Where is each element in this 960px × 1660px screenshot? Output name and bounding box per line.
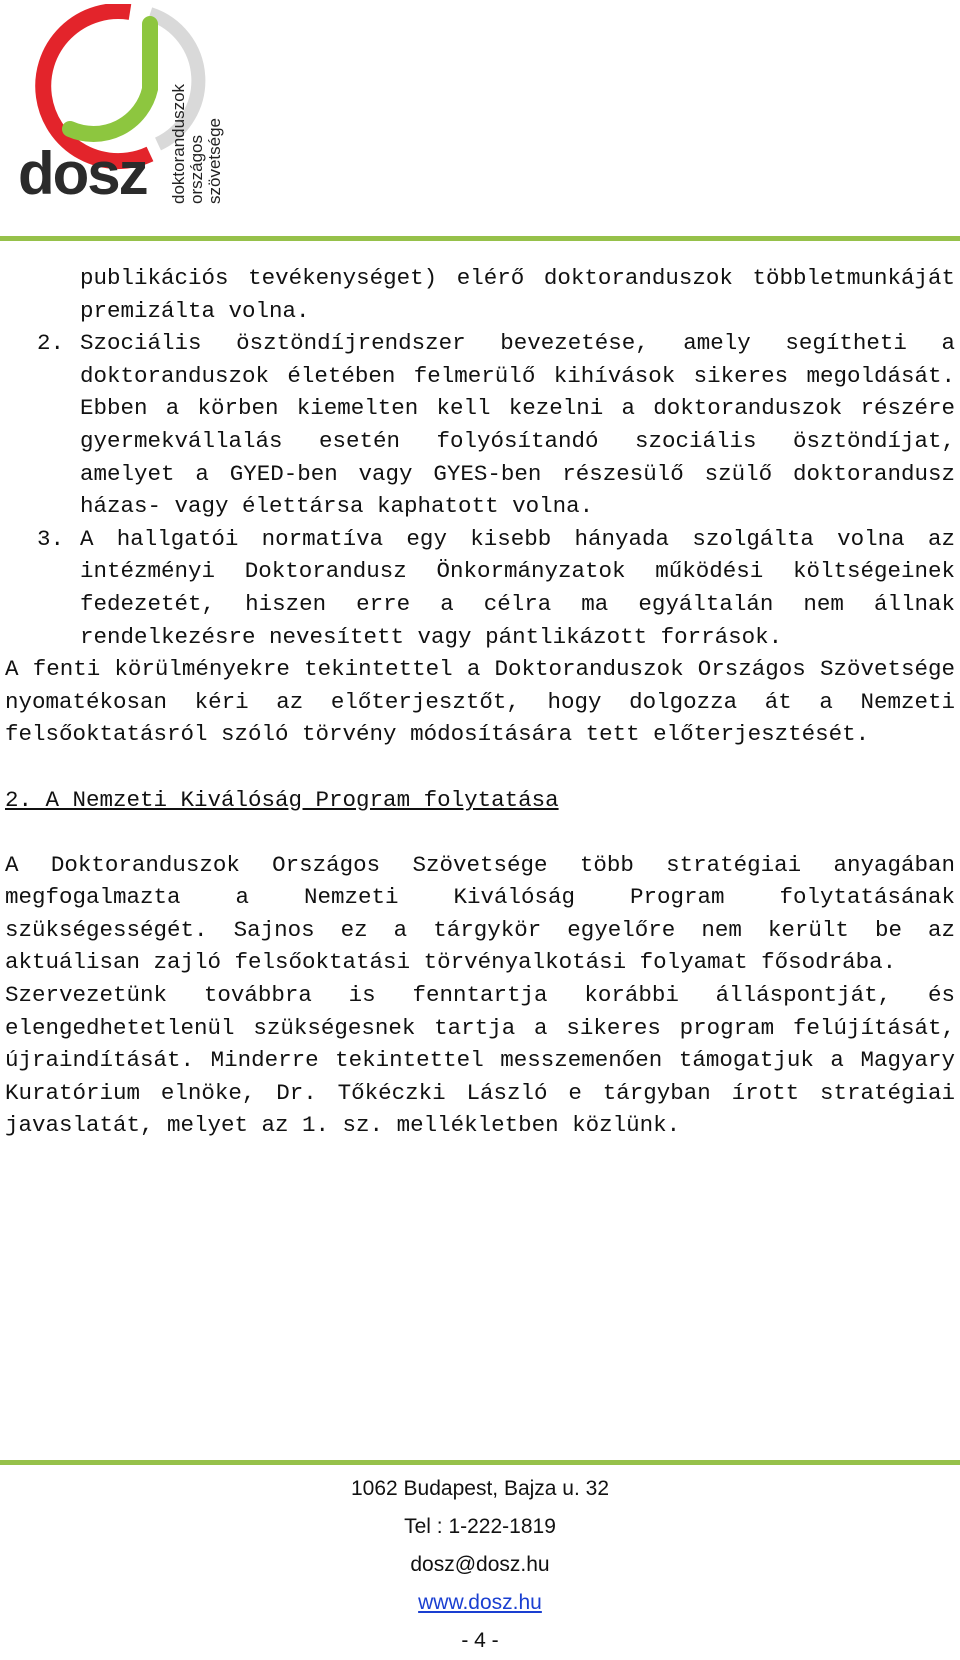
section-heading: 2. A Nemzeti Kiválóság Program folytatása — [5, 786, 559, 813]
list-text: Szociális ösztöndíjrendszer bevezetése, amely segítheti a doktoranduszok életében felmerülő kihívások sikeres megoldását. Ebben a körben kiemelten kell kezelni a doktoranduszok részére gyermekvállalás esetén folyósítandó szociális ösztöndíjat, amelyet a GYED-ben vagy GYES-ben részesülő szülő doktorandusz házas- vagy élettársa kaphatott volna. — [80, 330, 955, 520]
document-body — [5, 262, 955, 1142]
page-number: - 4 - — [461, 1629, 499, 1652]
footer-rule — [0, 1460, 960, 1465]
list-item — [5, 523, 955, 653]
header-rule — [0, 236, 960, 241]
list-text: A hallgatói normatíva egy kisebb hányada szolgálta volna az intézményi Doktorandusz Önkormányzatok működési költségeinek fedezetét, hiszen erre a célra ma egyáltalán nem állnak rendelkezésre nevesített vagy pántlikázott források. — [80, 525, 955, 650]
footer-email: dosz@dosz.hu — [410, 1553, 550, 1576]
svg-text:dosz: dosz — [18, 140, 147, 207]
footer-address: 1062 Budapest, Bajza u. 32 — [350, 1477, 610, 1500]
list-number: 2. — [37, 330, 65, 357]
paragraph: Szervezetünk továbbra is fenntartja korábbi álláspontját, és elengedhetetlenül szükségesnek tartja a sikeres program felújítását, újraindítását. Minderre tekintettel messzemenően támogatjuk a Magyary Kuratórium elnöke, Dr. Tőkéczki László e tárgyban írott stratégiai javaslatát, melyet az 1. sz. mellékletben közlünk. — [5, 982, 955, 1139]
footer-phone: Tel : 1-222-1819 — [404, 1515, 556, 1538]
list-item — [5, 327, 955, 523]
footer-website-link[interactable]: www.dosz.hu — [418, 1591, 542, 1614]
intro-text: publikációs tevékenységet) elérő doktoranduszok többletmunkáját premizálta volna. — [80, 265, 955, 324]
logo-tagline: doktoranduszok országos szövetsége — [169, 83, 224, 204]
list-number: 3. — [37, 525, 65, 552]
paragraph: A Doktoranduszok Országos Szövetsége több stratégiai anyagában megfogalmazta a Nemzeti Kiválóság Program folytatásának szükségességét. Sajnos ez a tárgykör egyelőre nem került be az aktuálisan zajló felsőoktatási törvényalkotási folyamat fősodrába. — [5, 851, 955, 976]
dosz-logo — [10, 4, 240, 214]
paragraph: A fenti körülményekre tekintettel a Doktoranduszok Országos Szövetsége nyomatékosan kéri az előterjesztőt, hogy dolgozza át a Nemzeti felsőoktatásról szóló törvény módosítására tett előterjesztését. — [5, 656, 955, 748]
footer — [0, 1470, 960, 1660]
